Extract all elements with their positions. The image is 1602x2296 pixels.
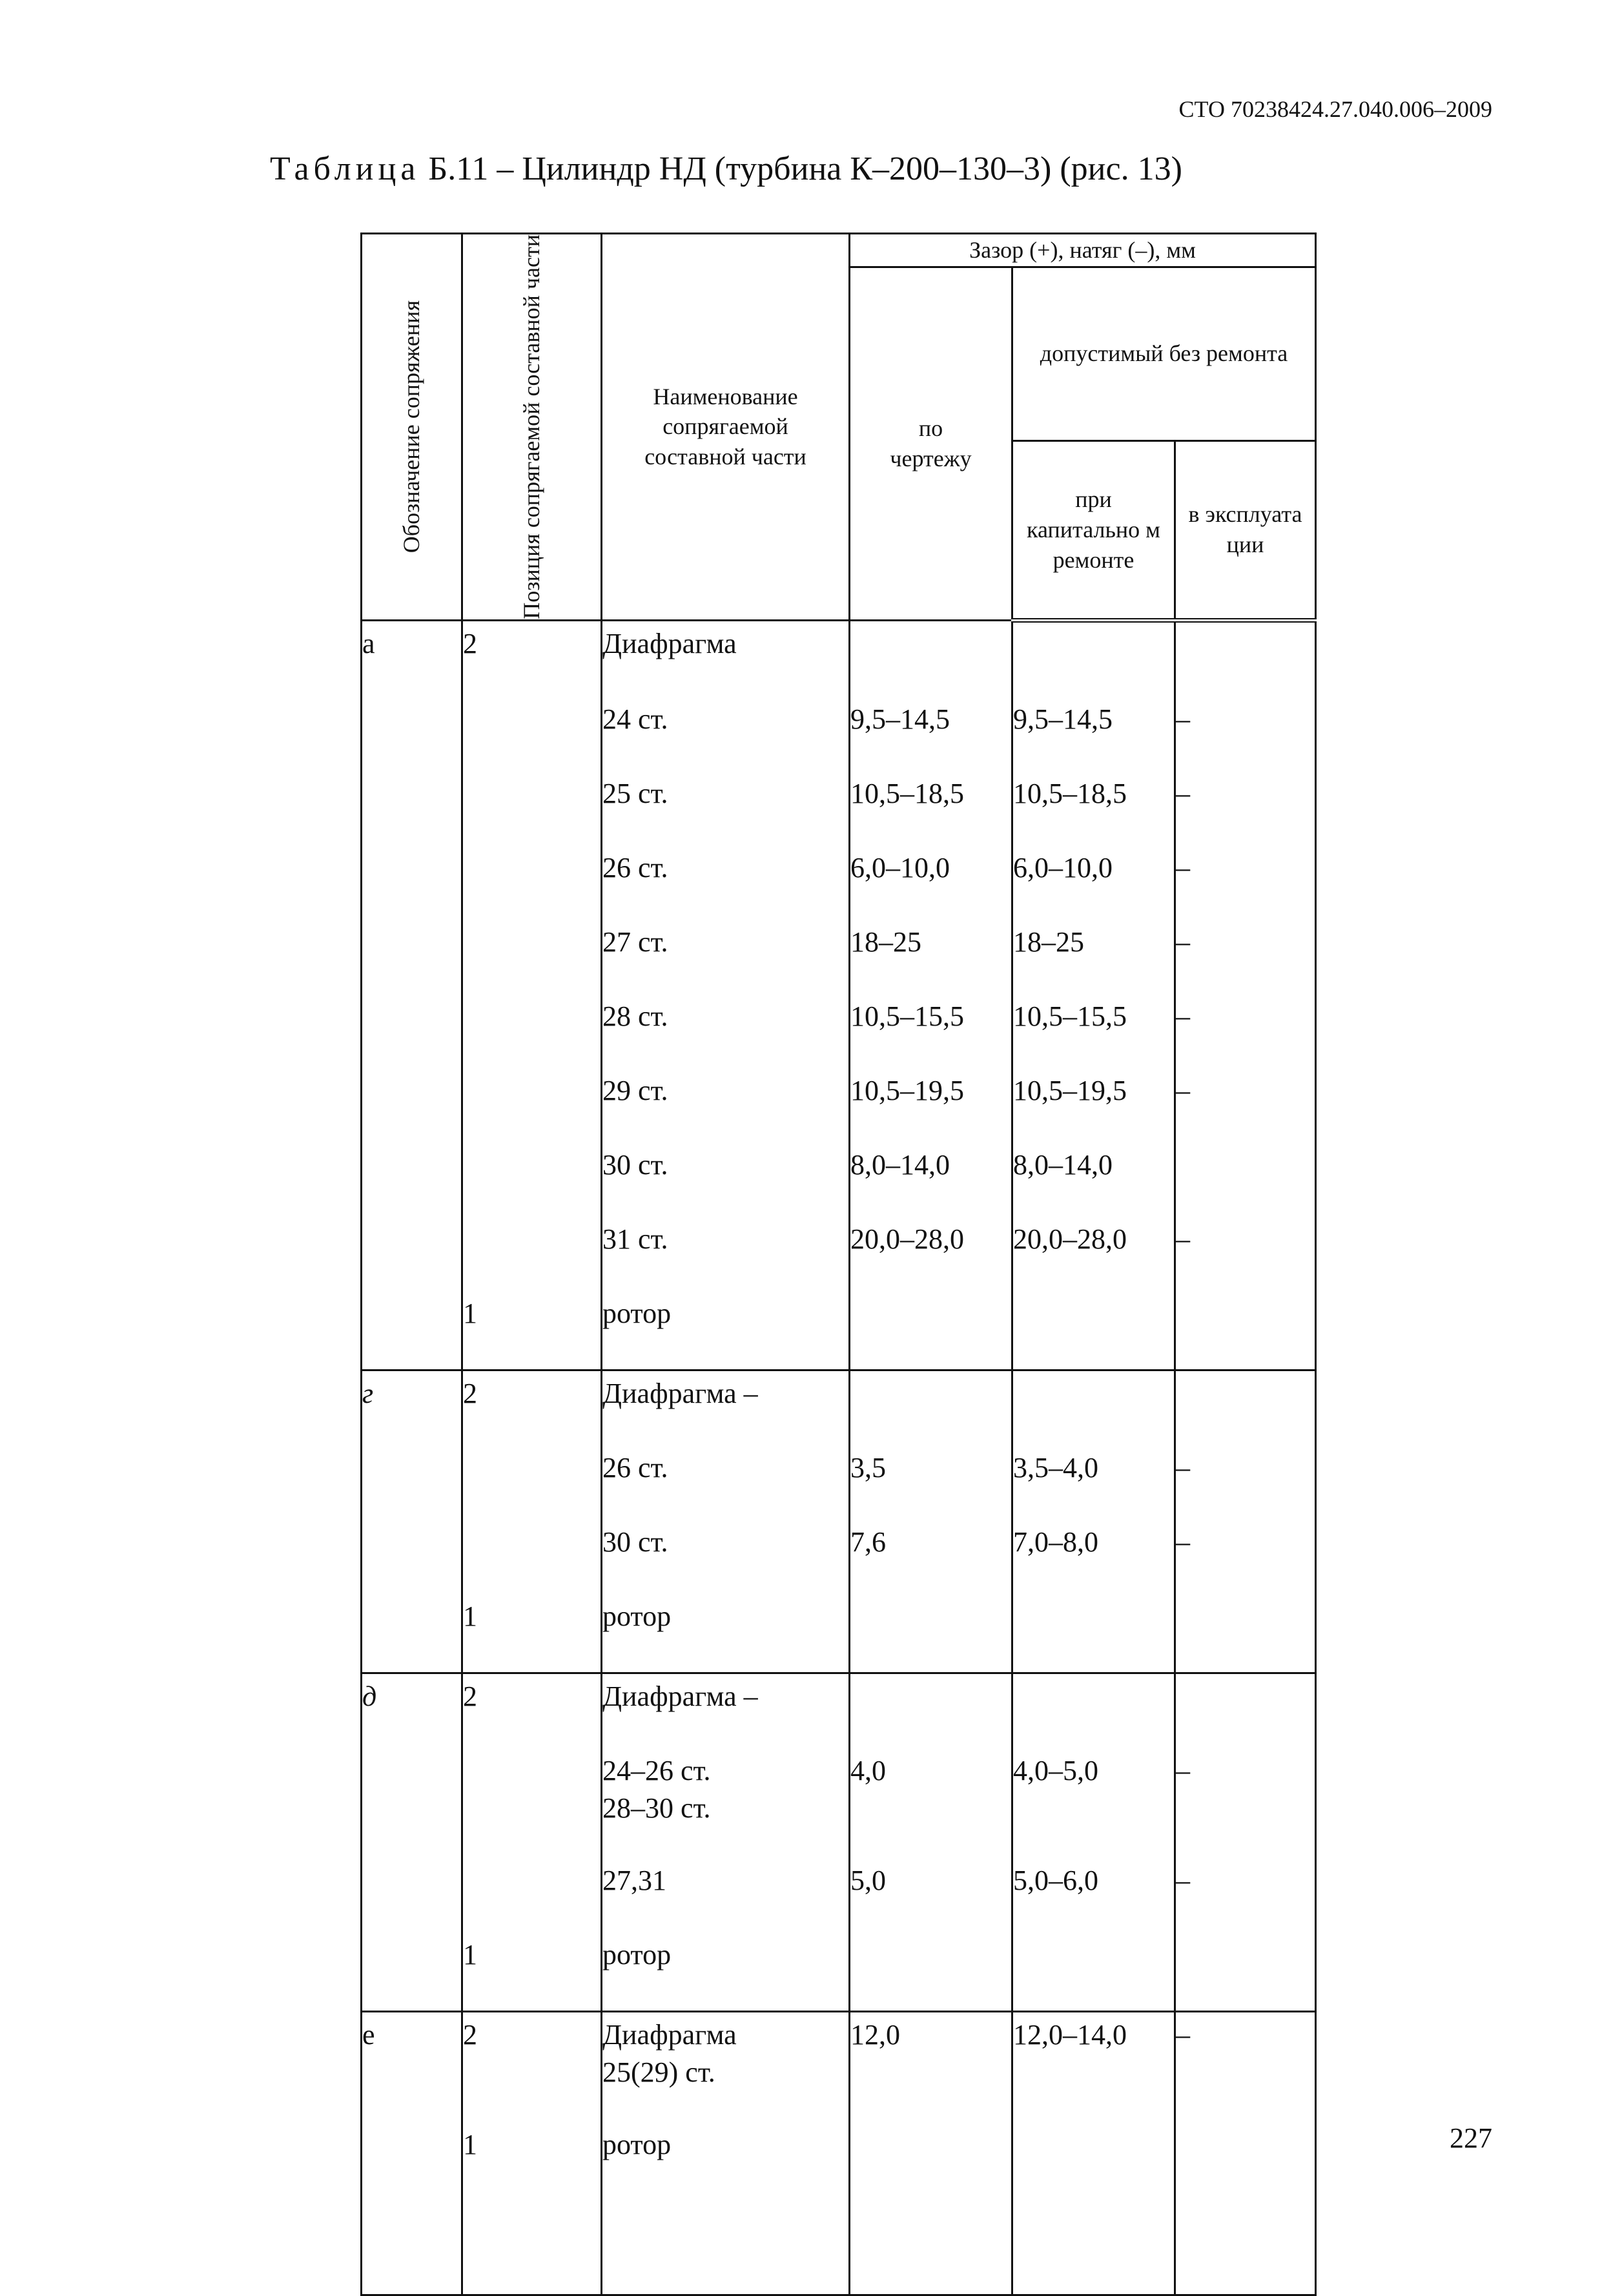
row-at-repair (1012, 1936, 1175, 2012)
row-at-repair (1012, 1524, 1175, 1598)
row-position (462, 1752, 602, 1862)
row-by-drawing-text: 3,5 (850, 1451, 886, 1484)
row-at-repair-text: 7,0–8,0 (1013, 1525, 1098, 1558)
row-at-repair-text: 8,0–14,0 (1013, 1148, 1113, 1181)
row-position (462, 1449, 602, 1524)
row-by-drawing (850, 1752, 1012, 1862)
row-at-repair (1012, 924, 1175, 998)
row-name (602, 620, 850, 701)
row-name-text: 31 ст. (602, 1223, 668, 1255)
row-in-service-text: – (1176, 1074, 1190, 1106)
row-by-drawing-text: 7,6 (850, 1525, 886, 1558)
row-at-repair (1012, 1449, 1175, 1524)
row-position (462, 701, 602, 775)
table-row (362, 849, 1316, 924)
row-position (462, 1673, 602, 1752)
row-by-drawing-text: 10,5–19,5 (850, 1074, 964, 1106)
row-code-text: е (362, 2018, 375, 2051)
row-by-drawing (850, 2126, 1012, 2295)
row-in-service-text: – (1176, 777, 1190, 809)
row-by-drawing (850, 1598, 1012, 1673)
header-position (462, 234, 602, 621)
row-at-repair (1012, 849, 1175, 924)
row-at-repair-text: 10,5–19,5 (1013, 1074, 1127, 1106)
row-name (602, 924, 850, 998)
row-in-service (1175, 2126, 1316, 2295)
row-in-service-text: – (1176, 703, 1190, 735)
row-name-text: 27,31 (602, 1864, 666, 1896)
row-in-service (1175, 1673, 1316, 1752)
row-name (602, 1221, 850, 1295)
row-name (602, 1598, 850, 1673)
row-name (602, 701, 850, 775)
row-by-drawing (850, 620, 1012, 701)
table-body (362, 620, 1316, 2295)
row-by-drawing-text: 9,5–14,5 (850, 703, 950, 735)
header-in-service: в эксплуата ции (1175, 440, 1316, 620)
row-at-repair (1012, 1146, 1175, 1221)
row-at-repair-text: 9,5–14,5 (1013, 703, 1113, 735)
clearance-table (360, 233, 1317, 2296)
table-row (362, 1598, 1316, 1673)
row-in-service-text: – (1176, 1525, 1190, 1558)
row-by-drawing (850, 1862, 1012, 1936)
row-by-drawing (850, 1936, 1012, 2012)
row-in-service-text: – (1176, 1754, 1190, 1786)
row-name (602, 849, 850, 924)
row-by-drawing (850, 2011, 1012, 2126)
row-by-drawing (850, 1524, 1012, 1598)
row-name (602, 1524, 850, 1598)
header-allowed: допустимый без ремонта (1012, 267, 1316, 441)
table-title (270, 150, 1182, 188)
table-row (362, 620, 1316, 701)
row-by-drawing (850, 1370, 1012, 1449)
table-row (362, 1370, 1316, 1449)
row-by-drawing-text: 10,5–15,5 (850, 1000, 964, 1032)
row-in-service (1175, 1862, 1316, 1936)
row-at-repair (1012, 1295, 1175, 1370)
row-at-repair (1012, 2011, 1175, 2126)
row-position-text: 2 (463, 1680, 477, 1712)
row-in-service (1175, 620, 1316, 701)
row-name-text: 28 ст. (602, 1000, 668, 1032)
row-in-service-text: – (1176, 926, 1190, 958)
row-position (462, 849, 602, 924)
row-position-text: 1 (463, 1600, 477, 1632)
row-at-repair-text: 10,5–18,5 (1013, 777, 1127, 809)
row-by-drawing-text: 18–25 (850, 926, 921, 958)
row-by-drawing (850, 1295, 1012, 1370)
row-by-drawing-text: 6,0–10,0 (850, 851, 950, 884)
row-in-service (1175, 1449, 1316, 1524)
table-row (362, 701, 1316, 775)
table-title-label: Таблица (270, 150, 420, 187)
row-at-repair (1012, 620, 1175, 701)
row-name-text: ротор (602, 1297, 672, 1329)
row-at-repair-text: 20,0–28,0 (1013, 1223, 1127, 1255)
row-position-text: 2 (463, 627, 477, 659)
row-at-repair-text: 3,5–4,0 (1013, 1451, 1098, 1484)
row-name (602, 1072, 850, 1146)
row-by-drawing (850, 849, 1012, 924)
row-name-text: Диафрагма (602, 2018, 737, 2051)
header-code (362, 234, 462, 621)
row-position (462, 2126, 602, 2295)
row-in-service (1175, 1598, 1316, 1673)
row-name-text-2: 25(29) ст. (602, 2056, 715, 2088)
row-name-text: 26 ст. (602, 1451, 668, 1484)
row-position (462, 924, 602, 998)
row-at-repair (1012, 1221, 1175, 1295)
table-row (362, 1295, 1316, 1370)
row-name (602, 1862, 850, 1936)
row-name (602, 1146, 850, 1221)
row-position-text: 1 (463, 1938, 477, 1970)
row-position (462, 1598, 602, 1673)
row-name (602, 1449, 850, 1524)
row-in-service (1175, 924, 1316, 998)
row-at-repair-text: 12,0–14,0 (1013, 2018, 1127, 2051)
table-row (362, 1221, 1316, 1295)
table-title-text: Б.11 – Цилиндр НД (турбина К–200–130–3) (рис. 13) (428, 150, 1182, 187)
row-by-drawing (850, 998, 1012, 1072)
row-name (602, 1936, 850, 2012)
row-in-service (1175, 1370, 1316, 1449)
row-code (362, 620, 462, 1370)
row-in-service (1175, 1524, 1316, 1598)
row-in-service (1175, 701, 1316, 775)
row-position (462, 1072, 602, 1146)
table-row (362, 775, 1316, 849)
document-code: СТО 70238424.27.040.006–2009 (1178, 96, 1492, 122)
table-row (362, 998, 1316, 1072)
row-code-text: а (362, 627, 375, 659)
row-name-text: Диафрагма (602, 627, 737, 659)
header-name: Наименование сопрягаемой составной части (602, 234, 850, 621)
row-name (602, 2126, 850, 2295)
row-at-repair (1012, 1598, 1175, 1673)
row-in-service (1175, 2011, 1316, 2126)
row-name-text: Диафрагма – (602, 1680, 758, 1712)
row-by-drawing-text: 8,0–14,0 (850, 1148, 950, 1181)
row-name-text: 27 ст. (602, 926, 668, 958)
header-position-text: Позиция сопрягаемой составной части (519, 234, 545, 619)
row-position (462, 1862, 602, 1936)
table-row (362, 2011, 1316, 2126)
table-row (362, 1146, 1316, 1221)
row-in-service (1175, 998, 1316, 1072)
row-by-drawing (850, 775, 1012, 849)
row-at-repair (1012, 1370, 1175, 1449)
row-name-text: 30 ст. (602, 1525, 668, 1558)
row-name-text: Диафрагма – (602, 1377, 758, 1409)
header-code-text: Обозначение сопряжения (398, 300, 425, 553)
row-position-text: 1 (463, 2128, 477, 2160)
row-position-text: 1 (463, 1297, 477, 1329)
row-at-repair (1012, 775, 1175, 849)
row-code (362, 1370, 462, 1673)
row-in-service (1175, 1936, 1316, 2012)
page-number: 227 (1450, 2122, 1492, 2154)
row-by-drawing (850, 1221, 1012, 1295)
row-at-repair (1012, 1673, 1175, 1752)
row-position (462, 1221, 602, 1295)
row-code-text: г (362, 1377, 374, 1409)
row-position (462, 2011, 602, 2126)
row-code (362, 1673, 462, 2011)
row-by-drawing-text: 20,0–28,0 (850, 1223, 964, 1255)
row-name-text: 24 ст. (602, 703, 668, 735)
row-in-service (1175, 1146, 1316, 1221)
header-by-drawing: по чертежу (850, 267, 1012, 621)
row-name-text-2: 28–30 ст. (602, 1792, 711, 1824)
row-in-service (1175, 775, 1316, 849)
row-position (462, 1146, 602, 1221)
row-name-text: 26 ст. (602, 851, 668, 884)
row-position (462, 1524, 602, 1598)
row-by-drawing-text: 5,0 (850, 1864, 886, 1896)
row-in-service-text: – (1176, 2018, 1190, 2051)
row-position-text: 2 (463, 2018, 477, 2051)
row-by-drawing (850, 1673, 1012, 1752)
row-in-service-text: – (1176, 1000, 1190, 1032)
row-at-repair (1012, 1752, 1175, 1862)
row-in-service-text: – (1176, 1451, 1190, 1484)
row-at-repair-text: 4,0–5,0 (1013, 1754, 1098, 1786)
row-at-repair-text: 5,0–6,0 (1013, 1864, 1098, 1896)
row-name-text: 25 ст. (602, 777, 668, 809)
row-name (602, 1295, 850, 1370)
row-name (602, 1370, 850, 1449)
row-in-service (1175, 849, 1316, 924)
row-position (462, 775, 602, 849)
row-in-service (1175, 1295, 1316, 1370)
row-name-text: 24–26 ст. (602, 1754, 711, 1786)
row-code-text: д (362, 1680, 377, 1712)
row-position (462, 1295, 602, 1370)
header-at-repair: при капитально м ремонте (1012, 440, 1175, 620)
row-by-drawing-text: 12,0 (850, 2018, 900, 2051)
table-row (362, 1936, 1316, 2012)
row-name-text: ротор (602, 1600, 672, 1632)
table-row (362, 1449, 1316, 1524)
row-by-drawing (850, 701, 1012, 775)
table-row (362, 1673, 1316, 1752)
row-by-drawing-text: 4,0 (850, 1754, 886, 1786)
table-row (362, 1524, 1316, 1598)
table-row (362, 2126, 1316, 2295)
row-name (602, 775, 850, 849)
row-name-text: ротор (602, 2128, 672, 2160)
row-at-repair-text: 18–25 (1013, 926, 1084, 958)
header-gap: Зазор (+), натяг (–), мм (850, 234, 1316, 267)
row-name-text: ротор (602, 1938, 672, 1970)
table-row (362, 924, 1316, 998)
row-position (462, 1936, 602, 2012)
row-position (462, 998, 602, 1072)
row-at-repair-text: 6,0–10,0 (1013, 851, 1113, 884)
row-in-service-text: – (1176, 851, 1190, 884)
row-in-service-text: – (1176, 1223, 1190, 1255)
row-at-repair (1012, 998, 1175, 1072)
row-name-text: 29 ст. (602, 1074, 668, 1106)
row-by-drawing-text: 10,5–18,5 (850, 777, 964, 809)
row-by-drawing (850, 1449, 1012, 1524)
row-name (602, 1673, 850, 1752)
row-at-repair (1012, 1072, 1175, 1146)
row-by-drawing (850, 924, 1012, 998)
row-code (362, 2011, 462, 2295)
row-name (602, 2011, 850, 2126)
row-in-service (1175, 1221, 1316, 1295)
table-row (362, 1072, 1316, 1146)
row-in-service (1175, 1752, 1316, 1862)
row-position (462, 1370, 602, 1449)
row-by-drawing (850, 1072, 1012, 1146)
row-at-repair-text: 10,5–15,5 (1013, 1000, 1127, 1032)
row-at-repair (1012, 1862, 1175, 1936)
row-name (602, 1752, 850, 1862)
row-in-service-text: – (1176, 1864, 1190, 1896)
row-in-service (1175, 1072, 1316, 1146)
row-by-drawing (850, 1146, 1012, 1221)
table-row (362, 1862, 1316, 1936)
row-position (462, 620, 602, 701)
row-name (602, 998, 850, 1072)
row-at-repair (1012, 2126, 1175, 2295)
row-name-text: 30 ст. (602, 1148, 668, 1181)
table-row (362, 1752, 1316, 1862)
row-at-repair (1012, 701, 1175, 775)
row-position-text: 2 (463, 1377, 477, 1409)
